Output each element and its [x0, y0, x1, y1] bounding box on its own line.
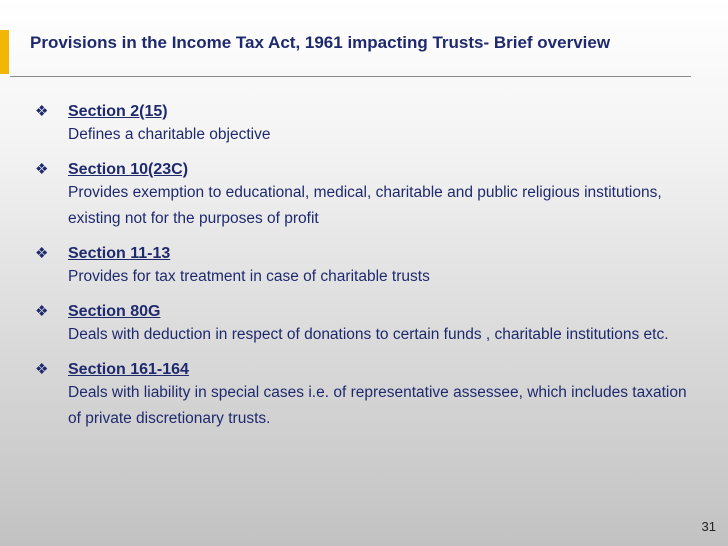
- page-number: 31: [701, 519, 716, 534]
- list-item: [35, 101, 695, 148]
- section-description: Defines a charitable objective: [68, 126, 271, 143]
- section-link[interactable]: Section 10(23C): [68, 161, 189, 178]
- title-divider: [10, 76, 691, 77]
- list-item: [35, 301, 695, 348]
- section-link[interactable]: Section 80G: [68, 303, 161, 320]
- title-accent-bar: [0, 30, 9, 74]
- diamond-bullet-icon: ❖: [35, 303, 49, 320]
- section-description: Provides exemption to educational, medical, charitable and public religious institutions, existing not for the purposes of profit: [68, 184, 662, 227]
- list-item: [35, 243, 695, 290]
- section-link[interactable]: Section 161-164: [68, 361, 189, 378]
- diamond-bullet-icon: ❖: [35, 245, 49, 262]
- diamond-bullet-icon: ❖: [35, 361, 49, 378]
- section-description: Deals with deduction in respect of donations to certain funds , charitable institutions etc.: [68, 326, 669, 343]
- list-item: [35, 359, 695, 432]
- section-link[interactable]: Section 11-13: [68, 245, 171, 262]
- diamond-bullet-icon: ❖: [35, 103, 49, 120]
- section-list: [35, 101, 695, 443]
- slide-title: Provisions in the Income Tax Act, 1961 impacting Trusts- Brief overview: [30, 33, 611, 52]
- list-item: [35, 159, 695, 232]
- section-link[interactable]: Section 2(15): [68, 103, 168, 120]
- section-description: Provides for tax treatment in case of charitable trusts: [68, 268, 430, 285]
- diamond-bullet-icon: ❖: [35, 161, 49, 178]
- section-description: Deals with liability in special cases i.e. of representative assessee, which includes taxation of private discretionary trusts.: [68, 384, 687, 427]
